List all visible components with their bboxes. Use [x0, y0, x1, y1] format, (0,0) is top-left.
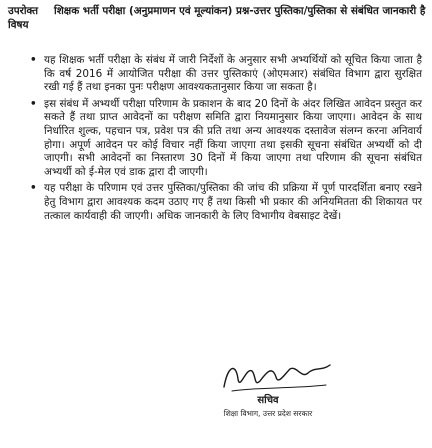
item-text: इस संबंध में अभ्यर्थी परीक्षा परिणाम के प्रकाशन के बाद 20 दिनों के अंदर लिखित आवेदन प्रस्तुत कर सकते हैं तथा प्राप्त आवेदनों का परीक्षण समिति द्वारा नियमानुसार किया जाएगा। आवेदन के साथ निर्धारित शुल्क, पहचान पत्र, प्रवेश पत्र की प्रति तथा अन्य आवश्यक दस्तावेज संलग्न करना अनिवार्य होगा। अपूर्ण आवेदन पर कोई विचार नहीं किया जाएगा तथा इसकी सूचना संबंधित अभ्यर्थी को दी जाएगी। सभी आवेदनों का निस्तारण 30 दिनों में किया जाएगा तथा परिणाम की सूचना संबंधित अभ्यर्थी को ई-मेल एवं डाक द्वारा दी जाएगी।: [44, 97, 422, 178]
item-text: यह परीक्षा के परिणाम एवं उत्तर पुस्तिका/पुस्तिका की जांच की प्रक्रिया में पूर्ण पारदर्शिता बनाए रखने हेतु विभाग द्वारा आवश्यक कदम उठाए गए हैं तथा किसी भी प्रकार की अनियमितता की शिकायत पर तत्काल कार्यवाही की जाएगी। अधिक जानकारी के लिए विभागीय वेबसाइट देखें।: [44, 182, 422, 222]
bullet: •: [30, 97, 37, 110]
list-item: [30, 54, 422, 95]
subject-label: उपरोक्त विषय: [8, 5, 39, 31]
handwritten-signature: [218, 357, 336, 397]
bullet: •: [30, 182, 37, 195]
list-item: [30, 182, 422, 223]
signatory-name: सचिव: [257, 395, 279, 406]
bullet: •: [30, 54, 37, 66]
item-text: यह शिक्षक भर्ती परीक्षा के संबंध में जारी निर्देशों के अनुसार सभी अभ्यर्थियों को सूचित किया जाता है कि वर्ष 2016 में आयोजित परीक्षा की उत्तर पुस्तिकाएं (ओएमआर) संबंधित विभाग द्वारा सुरक्षित रखी गई हैं तथा इनका पुनः परीक्षण आवश्यकतानुसार किया जा सकता है।: [44, 54, 422, 94]
list-item: [30, 98, 422, 180]
notice-points: [30, 54, 422, 226]
subject-text: शिक्षक भर्ती परीक्षा (अनुप्रमाणन एवं मूल्यांकन) प्रश्न-उत्तर पुस्तिका/पुस्तिका से संबंधित जानकारी है: [54, 5, 426, 17]
signatory-title: शिक्षा विभाग, उत्तर प्रदेश सरकार: [223, 409, 313, 418]
signature-block: [208, 395, 328, 418]
subject-line: [8, 4, 426, 32]
